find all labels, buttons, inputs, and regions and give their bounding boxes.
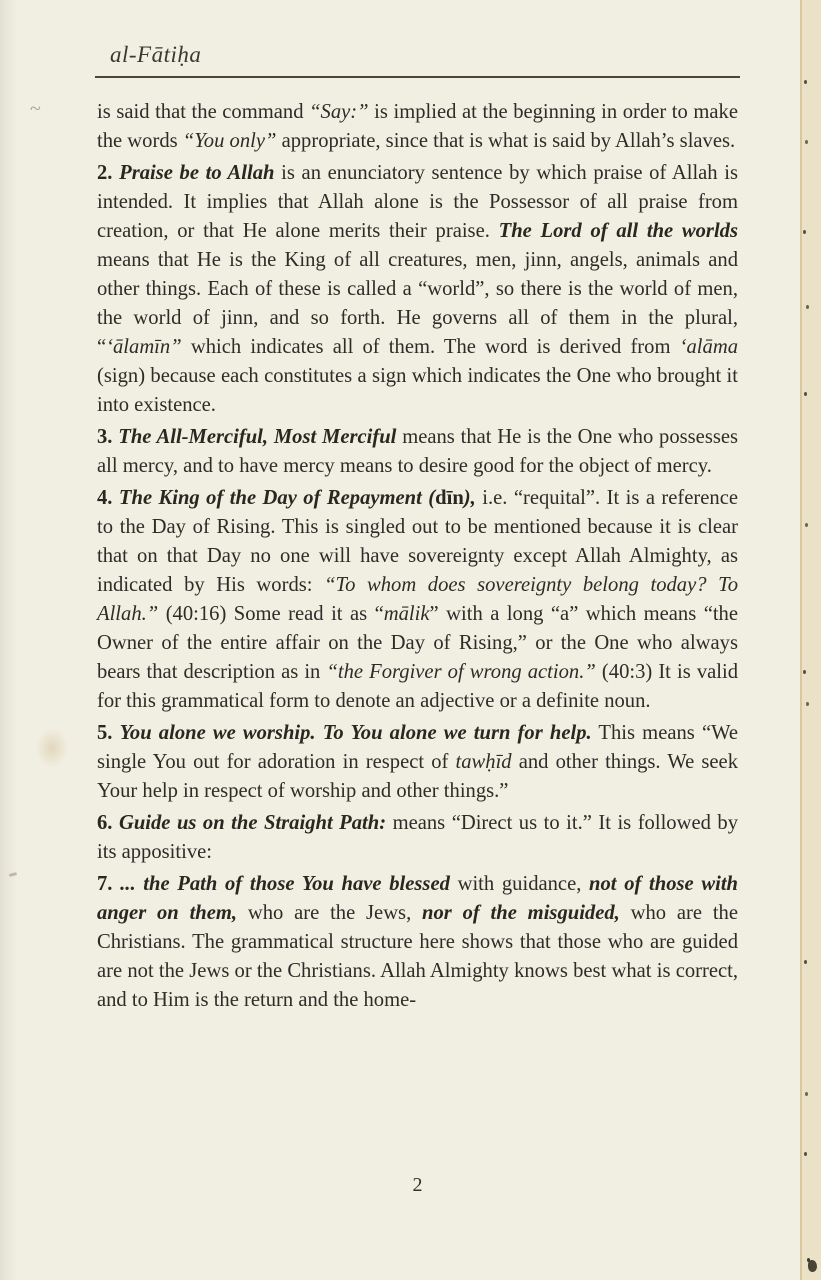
text-run: 4. [97,487,119,509]
text-run: 2. [97,162,120,184]
text-run: (40:16) Some read it as “ [158,603,384,625]
text-run: (40:3) It is valid for this grammatical form to denote an adjective or a definite noun. [97,661,738,712]
text-run: You alone we worship. To You alone we turn for help. [119,722,592,744]
text-run: The King of the Day of Repayment ( [118,487,436,509]
text-run: ), [463,487,476,509]
text-run: “To whom does sovereignty belong today? To Allah.” [97,574,738,625]
text-run: i.e. “requital”. It is a reference to the Day of Rising. This is singled out to be mentioned because it is clear that on that Day no one will have sovereignty except Allah Almighty, as indicated by His words: [97,487,739,596]
text-run: not of those with anger on them, [97,873,738,924]
text-run: The Lord of all the worlds [498,220,738,242]
text-run: appropriate, since that is what is said by Allah’s slaves. [276,130,736,152]
scan-artifact-smudge [36,728,68,768]
scan-artifact-mark: ~ [30,98,41,120]
page-number: 2 [412,1174,423,1196]
text-run: dīn [435,487,464,509]
text-run: is implied at the beginning in order to make the words [97,101,738,152]
text-run: and other things. We seek Your help in respect of worship and other things.” [97,751,738,802]
text-run: (sign) because each constitutes a sign which indicates the One who brought it into existence. [97,365,738,416]
body-text [97,98,738,1018]
text-run: ‘alāma [679,336,738,358]
text-run: 3. [97,426,119,448]
text-run: tawḥīd [455,751,512,773]
text-run: 5. [97,722,120,744]
scan-artifact-corner [808,1260,817,1272]
text-run: mālik [383,603,430,625]
paragraph [97,423,738,481]
text-run: Praise be to Allah [119,162,275,184]
text-run: “You only” [182,130,277,152]
text-run: with guidance, [449,873,590,895]
text-run: “the Forgiver of wrong action.” [326,661,596,683]
scanned-page-edge [800,0,821,1280]
text-run: is an enunciatory sentence by which praise of Allah is intended. It implies that Allah alone is the Possessor of all praise from creation, or that He alone merits their praise. [97,162,739,242]
text-run: who are the Jews, [237,902,423,924]
paragraph [97,870,738,1015]
text-run: Guide us on the Straight Path: [118,812,387,834]
header-rule [95,76,740,78]
text-run: means that He is the One who possesses all mercy, and to have mercy means to desire good for the object of mercy. [97,426,739,477]
paragraph [97,159,738,420]
text-run: The All-Merciful, Most Merciful [118,426,397,448]
text-run: 7. [97,873,121,895]
text-run: which indicates all of them. The word is derived from [181,336,680,358]
running-header-title: al-Fātiḥa [110,42,202,67]
paragraph [97,98,738,156]
text-run: is said that the command [97,101,310,123]
text-run: ” with a long “a” which means “the Owner of the entire affair on the Day of Rising,” or the One who always bears that description as in [97,603,738,683]
text-run: “Say:” [309,101,369,123]
paragraph [97,484,738,716]
text-run: ... the Path of those You have blessed [120,873,450,895]
text-run: 6. [97,812,119,834]
text-run: This means “We single You out for adoration in respect of [97,722,739,773]
paragraph [97,809,738,867]
text-run: means “Direct us to it.” It is followed by its appositive: [97,812,738,863]
scan-artifact-dash [9,872,18,877]
paragraph [97,719,738,806]
text-run: ‘ālamīn” [106,336,182,358]
text-run: means that He is the King of all creatures, men, jinn, angels, animals and other things. Each of these is called a “world”, so there is the world of men, the world of jinn, and so forth. He governs all of them in the plural, “ [97,249,738,358]
text-run: nor of the misguided, [422,902,620,924]
scan-artifact-specks [804,80,807,84]
text-run: who are the Christians. The grammatical structure here shows that those who are guided are not the Jews or the Christians. Allah Almighty knows best what is correct, and to Him is the return and the home- [97,902,738,1011]
